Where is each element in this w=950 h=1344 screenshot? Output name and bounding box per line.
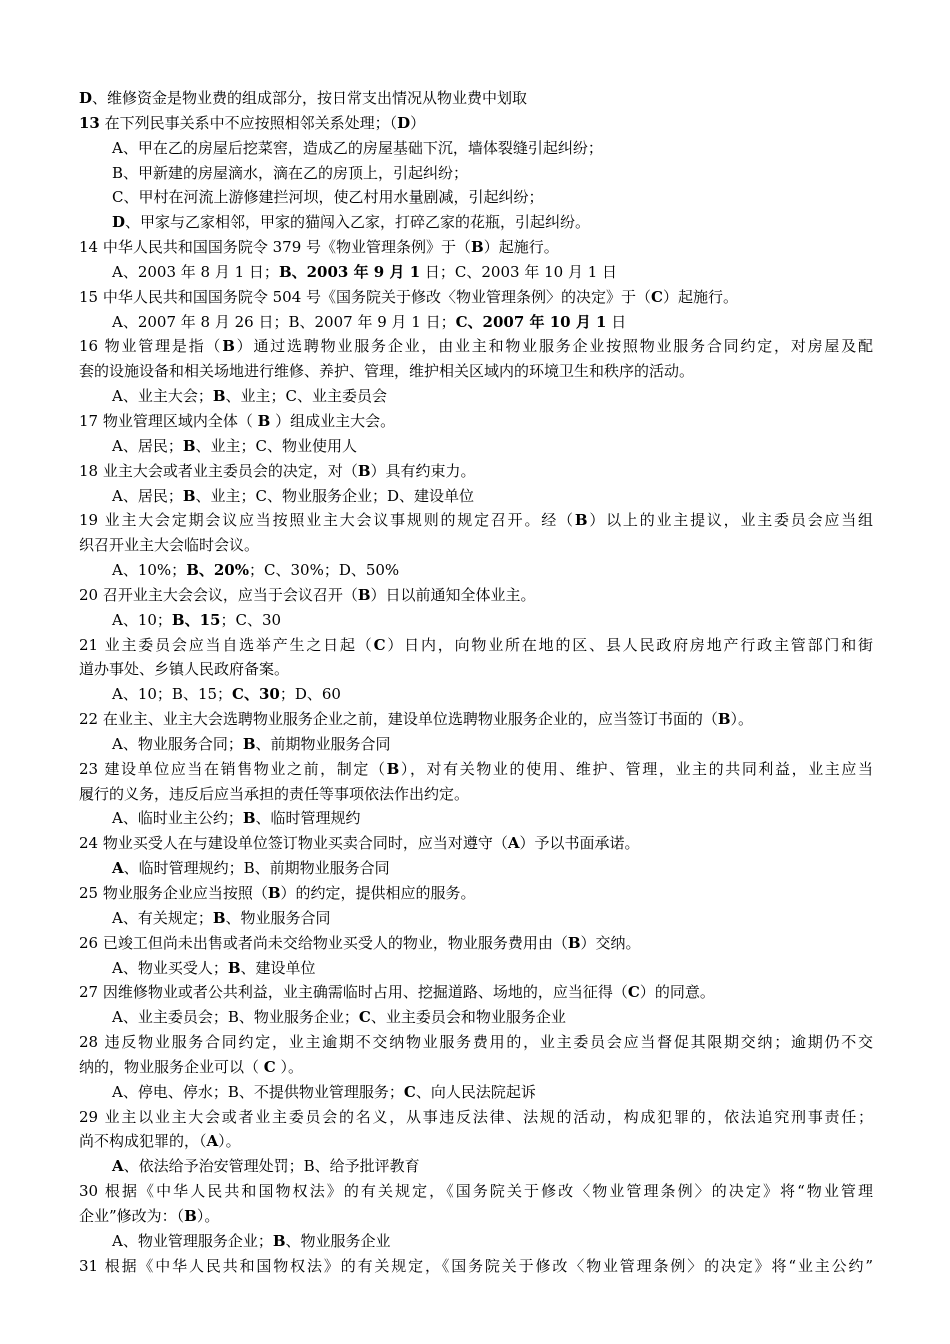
text-run: 24 物业买受人在与建设单位签订物业买卖合同时，应当对遵守（: [79, 834, 508, 853]
answer-key-text: B: [574, 511, 588, 530]
text-run: 28 违反物业服务合同约定，业主逾期不交纳物业服务费用的，业主委员会应当督促其限期交纳；逾期仍不交: [79, 1033, 873, 1052]
text-run: A、物业管理服务企业；: [112, 1231, 273, 1250]
text-run: A、甲在乙的房屋后挖菜窖，造成乙的房屋基础下沉，墙体裂缝引起纠纷；: [112, 138, 603, 157]
text-run: ；C、30%；D、50%: [249, 561, 400, 580]
answer-options-line: [79, 260, 873, 285]
text-run: A、有关规定；: [112, 908, 213, 927]
answer-key-text: B: [357, 585, 371, 604]
text-run: ）起施行。: [662, 287, 738, 306]
text-run: 29 业主以业主大会或者业主委员会的名义，从事违反法律、法规的活动，构成犯罪的，依法追究刑事责任；: [79, 1107, 873, 1126]
text-run: ；C、30: [220, 610, 282, 629]
answer-options-line: [79, 856, 873, 881]
answer-options-line: [79, 136, 873, 161]
answer-key-text: C: [358, 1008, 371, 1027]
answer-options-line: [79, 185, 873, 210]
text-run: ）以上的业主提议，业主委员会应当组: [587, 511, 873, 530]
answer-key-text: B: [386, 759, 400, 778]
text-run: ）起施行。: [483, 238, 559, 257]
text-run: 15 中华人民共和国国务院令 504 号《国务院关于修改〈物业管理条例〉的决定》于（: [79, 287, 652, 306]
answer-key-text: 13: [79, 113, 100, 132]
text-run: 套的设施设备和相关场地进行维修、养护、管理，维护相关区域内的环境卫生和秩序的活动。: [79, 362, 695, 381]
text-run: ），对有关物业的使用、维护、管理，业主的共同利益，业主应当: [399, 759, 873, 778]
question-text-line: [79, 86, 873, 111]
question-text-line: [79, 459, 873, 484]
answer-key-text: C: [373, 635, 386, 654]
text-run: C、甲村在河流上游修建拦河坝，使乙村用水量剧减，引起纠纷；: [112, 188, 544, 207]
text-run: A、物业买受人；: [112, 958, 228, 977]
question-text-line: [79, 359, 873, 384]
question-text-line: [79, 980, 873, 1005]
answer-key-text: C、2007 年 10 月 1: [455, 312, 607, 331]
question-text-line: [79, 831, 873, 856]
answer-options-line: [79, 1005, 873, 1030]
text-run: ）。: [275, 1057, 304, 1076]
text-run: ）交纳。: [580, 933, 641, 952]
question-text-line: [79, 533, 873, 558]
answer-key-text: B: [257, 411, 271, 430]
text-run: A、居民；: [112, 436, 183, 455]
question-text-line: [79, 782, 873, 807]
text-run: A、停电、停水；B、不提供物业管理服务；: [112, 1082, 404, 1101]
answer-key-text: D: [112, 213, 126, 232]
answer-key-text: D: [79, 89, 93, 107]
answer-options-line: [79, 806, 873, 831]
answer-options-line: [79, 956, 873, 981]
answer-key-text: B: [212, 387, 226, 406]
text-run: 30 根据《中华人民共和国物权法》的有关规定，《国务院关于修改〈物业管理条例〉的决定》将“物业管理: [79, 1182, 873, 1201]
answer-key-text: B: [212, 908, 226, 927]
text-run: 、业主委员会和物业服务企业: [370, 1008, 566, 1027]
text-run: 31 根据《中华人民共和国物权法》的有关规定，《国务院关于修改〈物业管理条例〉的决定》将“业主公约”: [79, 1256, 873, 1275]
text-run: 日: [606, 312, 627, 331]
text-run: ）通过选聘物业服务企业，由业主和物业服务企业按照物业服务合同约定，对房屋及配: [234, 337, 873, 356]
text-run: ）日以前通知全体业主。: [370, 585, 536, 604]
text-run: 、维修资金是物业费的组成部分，按日常支出情况从物业费中划取: [92, 89, 528, 107]
text-run: 、临时管理规约；B、前期物业服务合同: [123, 859, 390, 878]
answer-key-text: B: [242, 809, 256, 828]
question-text-line: [79, 1179, 873, 1204]
question-text-line: [79, 633, 873, 658]
question-text-line: [79, 881, 873, 906]
answer-key-text: D: [397, 113, 411, 132]
answer-key-text: B、20%: [186, 561, 249, 580]
answer-key-text: C: [651, 287, 663, 306]
text-run: A、业主委员会；B、物业服务企业；: [112, 1008, 359, 1027]
text-run: 19 业主大会定期会议应当按照业主大会议事规则的规定召开。经（: [79, 511, 575, 530]
question-text-line: [79, 508, 873, 533]
answer-options-line: [79, 1229, 873, 1254]
text-run: ）的约定，提供相应的服务。: [280, 884, 476, 902]
text-run: A、临时业主公约；: [112, 809, 243, 828]
text-run: 履行的义务，违反后应当承担的责任等事项依法作出约定。: [79, 784, 470, 803]
answer-options-line: [79, 161, 873, 186]
text-run: 、物业服务企业: [285, 1231, 391, 1250]
question-text-line: [79, 1055, 873, 1080]
answer-options-line: [79, 1154, 873, 1179]
text-run: 22 在业主、业主大会选聘物业服务企业之前，建设单位选聘物业服务企业的，应当签订书面的（: [79, 710, 718, 729]
text-run: A、10%；: [112, 561, 187, 580]
text-run: 、向人民法院起诉: [415, 1082, 536, 1101]
text-run: 、依法给予治安管理处罚；B、给予批评教育: [123, 1157, 420, 1176]
text-run: 14 中华人民共和国国务院令 379 号《物业管理条例》于（: [79, 238, 472, 257]
answer-key-text: B: [267, 884, 281, 902]
text-run: 18 业主大会或者业主委员会的决定，对（: [79, 461, 358, 480]
question-text-line: [79, 1030, 873, 1055]
text-run: 企业”修改为：（: [79, 1206, 185, 1225]
answer-key-text: C、30: [232, 685, 280, 704]
text-run: A、10；: [112, 610, 172, 629]
question-text-line: [79, 1129, 873, 1154]
text-run: 纳的，物业服务企业可以（: [79, 1057, 264, 1076]
text-run: A、2003 年 8 月 1 日；: [112, 262, 279, 281]
text-run: 27 因维修物业或者公共利益，业主确需临时占用、挖掘道路、场地的，应当征得（: [79, 983, 628, 1002]
answer-options-line: [79, 434, 873, 459]
answer-key-text: B、2003 年 9 月 1: [278, 262, 421, 281]
question-text-line: [79, 1254, 873, 1279]
answer-options-line: [79, 310, 873, 335]
answer-key-text: C: [263, 1057, 276, 1076]
text-run: 织召开业主大会临时会议。: [79, 536, 260, 555]
answer-key-text: B: [357, 461, 371, 480]
text-run: 、业主；C、物业使用人: [195, 436, 358, 455]
text-run: A、2007 年 8 月 26 日；B、2007 年 9 月 1 日；: [112, 312, 456, 331]
answer-options-line: [79, 384, 873, 409]
answer-options-line: [79, 484, 873, 509]
text-run: 、建设单位: [240, 958, 316, 977]
answer-key-text: B: [471, 238, 484, 257]
question-text-line: [79, 707, 873, 732]
text-run: 16 物业管理是指（: [79, 337, 223, 356]
text-run: ）具有约束力。: [370, 461, 476, 480]
answer-key-text: B: [182, 486, 196, 505]
question-text-line: [79, 657, 873, 682]
answer-options-line: [79, 732, 873, 757]
text-run: 、业主；C、业主委员会: [225, 387, 388, 406]
text-run: ）。: [218, 1132, 241, 1151]
text-run: 、前期物业服务合同: [255, 734, 391, 753]
answer-key-text: A: [112, 1157, 124, 1176]
text-run: B、甲新建的房屋滴水，滴在乙的房顶上，引起纠纷；: [112, 163, 469, 182]
answer-key-text: A: [206, 1132, 219, 1151]
text-run: 、业主；C、物业服务企业；D、建设单位: [195, 486, 475, 505]
question-text-line: [79, 931, 873, 956]
question-text-line: [79, 1204, 873, 1229]
text-run: 、物业服务合同: [225, 908, 331, 927]
text-run: 日；C、2003 年 10 月 1 日: [420, 262, 618, 281]
text-run: 23 建设单位应当在销售物业之前，制定（: [79, 759, 387, 778]
text-run: 在下列民事关系中不应按照相邻关系处理；（: [99, 113, 398, 132]
answer-options-line: [79, 682, 873, 707]
text-run: ）的同意。: [639, 983, 715, 1002]
answer-key-text: B: [182, 436, 196, 455]
text-run: A、业主大会；: [112, 387, 213, 406]
text-run: ）组成业主大会。: [270, 411, 396, 430]
answer-key-text: B: [227, 958, 241, 977]
question-text-line: [79, 285, 873, 310]
answer-key-text: B: [567, 933, 581, 952]
answer-options-line: [79, 210, 873, 235]
text-run: 道办事处、乡镇人民政府备案。: [79, 660, 290, 679]
text-run: ；D、60: [279, 685, 341, 704]
text-run: 、甲家与乙家相邻，甲家的猫闯入乙家，打碎乙家的花瓶，引起纠纷。: [125, 213, 591, 232]
answer-options-line: [79, 1080, 873, 1105]
answer-key-text: B: [222, 337, 235, 356]
text-run: A、居民；: [112, 486, 183, 505]
question-text-line: [79, 409, 873, 434]
text-run: ）日内，向物业所在地的区、县人民政府房地产行政主管部门和街: [385, 635, 873, 654]
answer-options-line: [79, 906, 873, 931]
answer-key-text: B、15: [171, 610, 221, 629]
question-text-line: [79, 1105, 873, 1130]
answer-key-text: B: [717, 710, 731, 729]
question-text-line: [79, 757, 873, 782]
answer-key-text: B: [242, 734, 256, 753]
question-text-line: [79, 583, 873, 608]
text-run: 尚不构成犯罪的，（: [79, 1132, 207, 1151]
text-run: A、10；B、15；: [112, 685, 233, 704]
text-run: ）予以书面承诺。: [519, 834, 640, 853]
answer-key-text: A: [112, 859, 124, 878]
answer-options-line: [79, 608, 873, 633]
answer-options-line: [79, 558, 873, 583]
answer-key-text: B: [272, 1231, 286, 1250]
text-run: ）: [410, 113, 426, 132]
answer-key-text: B: [184, 1206, 197, 1225]
text-run: 、临时管理规约: [255, 809, 361, 828]
answer-key-text: A: [507, 834, 520, 853]
text-run: 17 物业管理区域内全体（: [79, 411, 258, 430]
text-run: 25 物业服务企业应当按照（: [79, 884, 268, 902]
text-run: 26 已竣工但尚未出售或者尚未交给物业买受人的物业，物业服务费用由（: [79, 933, 568, 952]
document-page: [79, 86, 873, 1279]
text-run: 21 业主委员会应当自选举产生之日起（: [79, 635, 374, 654]
answer-key-text: C: [403, 1082, 416, 1101]
text-run: ）。: [730, 710, 754, 729]
question-text-line: [79, 111, 873, 136]
text-run: ）。: [196, 1206, 220, 1225]
text-run: A、物业服务合同；: [112, 734, 243, 753]
question-text-line: [79, 334, 873, 359]
answer-key-text: C: [627, 983, 640, 1002]
text-run: 20 召开业主大会会议，应当于会议召开（: [79, 585, 358, 604]
question-text-line: [79, 235, 873, 260]
